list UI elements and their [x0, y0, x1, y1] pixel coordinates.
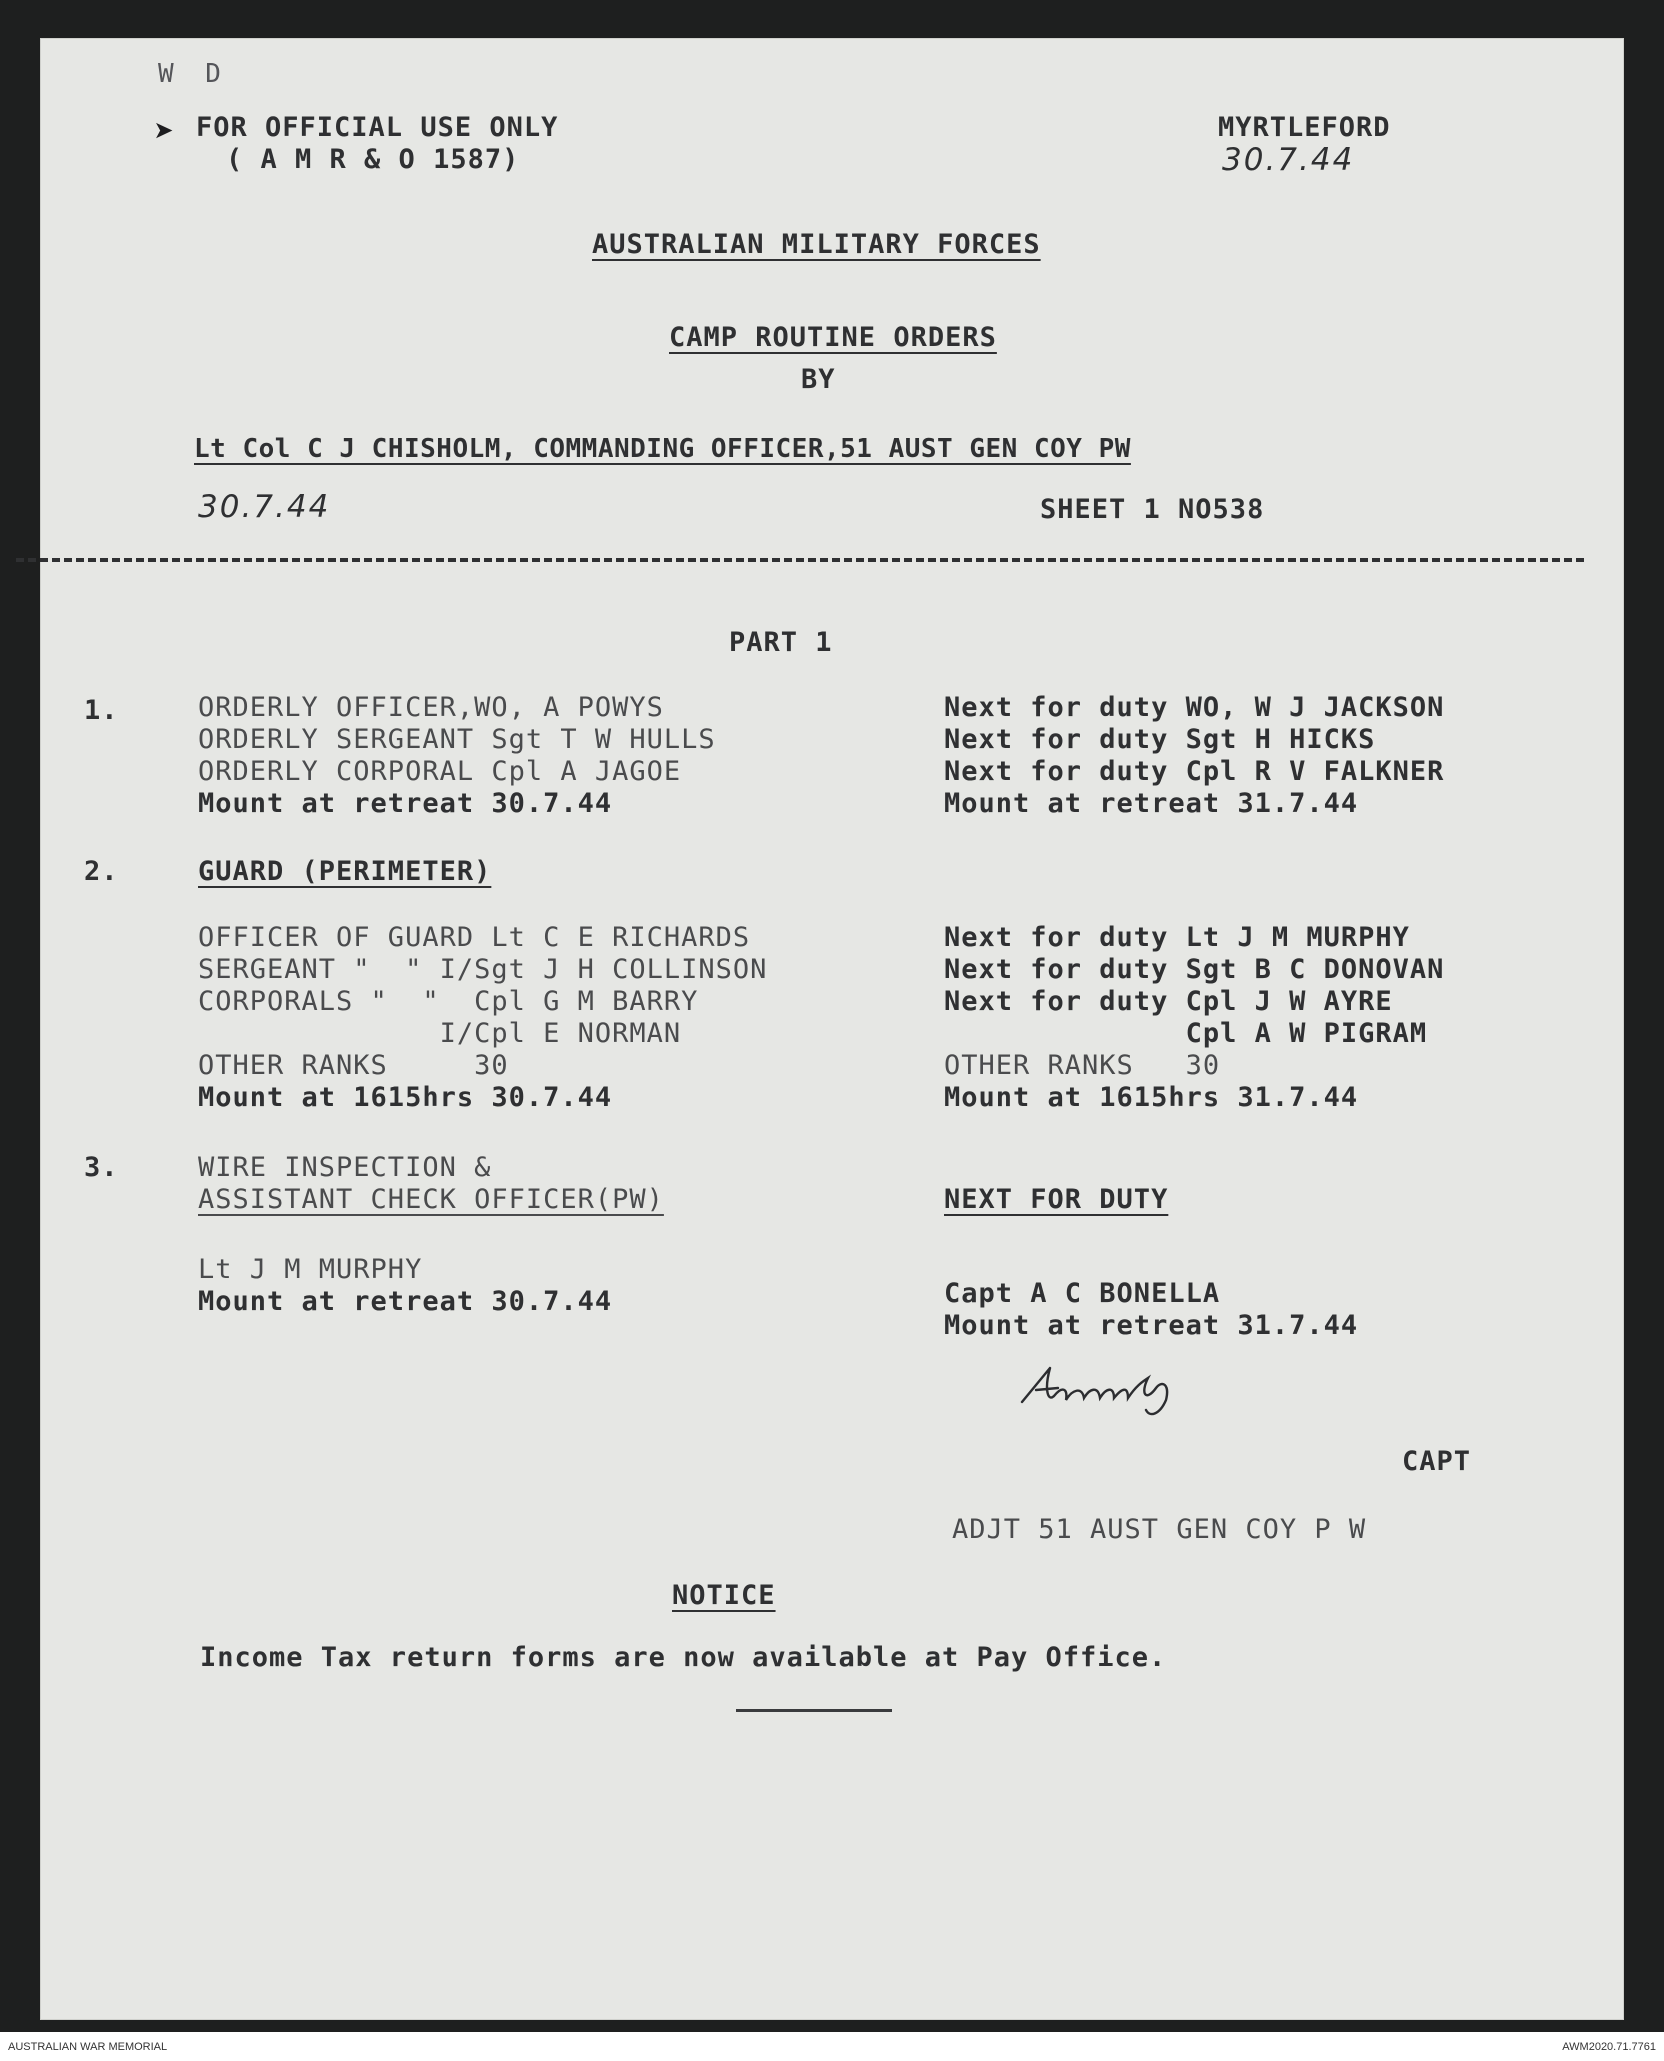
section-3-next-heading: NEXT FOR DUTY	[944, 1184, 1169, 1215]
title-line-1: AUSTRALIAN MILITARY FORCES	[592, 229, 1041, 260]
notice-text: Income Tax return forms are now available at Pay Office.	[200, 1642, 1167, 1673]
s1-right-line: Mount at retreat 31.7.44	[944, 788, 1359, 819]
title-line-2: CAMP ROUTINE ORDERS	[669, 322, 997, 353]
s1-left-line: Mount at retreat 30.7.44	[198, 788, 613, 819]
pen-mark-icon: ➤	[154, 112, 175, 152]
s1-left-line: ORDERLY CORPORAL Cpl A JAGOE	[198, 756, 682, 787]
part-label: PART 1	[729, 627, 833, 658]
s3-right-line: Capt A C BONELLA	[944, 1278, 1221, 1309]
section-3-number: 3.	[84, 1152, 119, 1183]
top-mark: W D	[158, 59, 229, 89]
sheet-number: SHEET 1 NO538	[1040, 494, 1265, 525]
title-line-3: BY	[801, 364, 836, 395]
s2-right-line: Next for duty Cpl J W AYRE	[944, 986, 1393, 1017]
s2-right-line: Next for duty Sgt B C DONOVAN	[944, 954, 1445, 985]
signature-image	[1010, 1360, 1340, 1420]
section-divider	[16, 558, 1584, 562]
s1-left-line: ORDERLY SERGEANT Sgt T W HULLS	[198, 724, 716, 755]
s2-left-line: Mount at 1615hrs 30.7.44	[198, 1082, 613, 1113]
section-3-heading-line-2: ASSISTANT CHECK OFFICER(PW)	[198, 1184, 664, 1215]
footer-source: AUSTRALIAN WAR MEMORIAL	[8, 2041, 168, 2053]
header-date: 30.7.44	[1222, 142, 1355, 178]
archive-footer	[0, 2032, 1664, 2061]
place-label: MYRTLEFORD	[1218, 112, 1391, 143]
s1-right-line: Next for duty Sgt H HICKS	[944, 724, 1376, 755]
s2-left-line: SERGEANT " " I/Sgt J H COLLINSON	[198, 954, 768, 985]
official-use-label: FOR OFFICIAL USE ONLY	[196, 112, 559, 143]
reference-label: ( A M R & O 1587)	[226, 144, 520, 175]
s1-right-line: Next for duty WO, W J JACKSON	[944, 692, 1445, 723]
s1-left-line: ORDERLY OFFICER,WO, A POWYS	[198, 692, 664, 723]
s1-right-line: Next for duty Cpl R V FALKNER	[944, 756, 1445, 787]
s3-right-line: Mount at retreat 31.7.44	[944, 1310, 1359, 1341]
title-line-4: Lt Col C J CHISHOLM, COMMANDING OFFICER,51 AUST GEN COY PW	[194, 434, 1131, 464]
s3-left-line: Lt J M MURPHY	[198, 1254, 423, 1285]
order-date: 30.7.44	[198, 489, 331, 525]
s2-right-line: Cpl A W PIGRAM	[944, 1018, 1428, 1049]
s2-left-line: CORPORALS " " Cpl G M BARRY	[198, 986, 699, 1017]
signature-title: ADJT 51 AUST GEN COY P W	[952, 1514, 1367, 1545]
section-3-heading-line-1: WIRE INSPECTION &	[198, 1152, 492, 1183]
section-1-number: 1.	[84, 695, 119, 726]
s2-left-line: OTHER RANKS 30	[198, 1050, 509, 1081]
s3-left-line: Mount at retreat 30.7.44	[198, 1286, 613, 1317]
section-2-number: 2.	[84, 856, 119, 887]
notice-heading: NOTICE	[672, 1580, 776, 1611]
s2-right-line: OTHER RANKS 30	[944, 1050, 1221, 1081]
s2-right-line: Next for duty Lt J M MURPHY	[944, 922, 1410, 953]
s2-left-line: OFFICER OF GUARD Lt C E RICHARDS	[198, 922, 751, 953]
section-2-heading: GUARD (PERIMETER)	[198, 856, 492, 887]
s2-right-line: Mount at 1615hrs 31.7.44	[944, 1082, 1359, 1113]
footer-reference: AWM2020.71.7761	[1562, 2041, 1656, 2053]
end-rule	[736, 1709, 892, 1712]
signature-rank: CAPT	[1402, 1446, 1472, 1477]
s2-left-line: I/Cpl E NORMAN	[198, 1018, 682, 1049]
